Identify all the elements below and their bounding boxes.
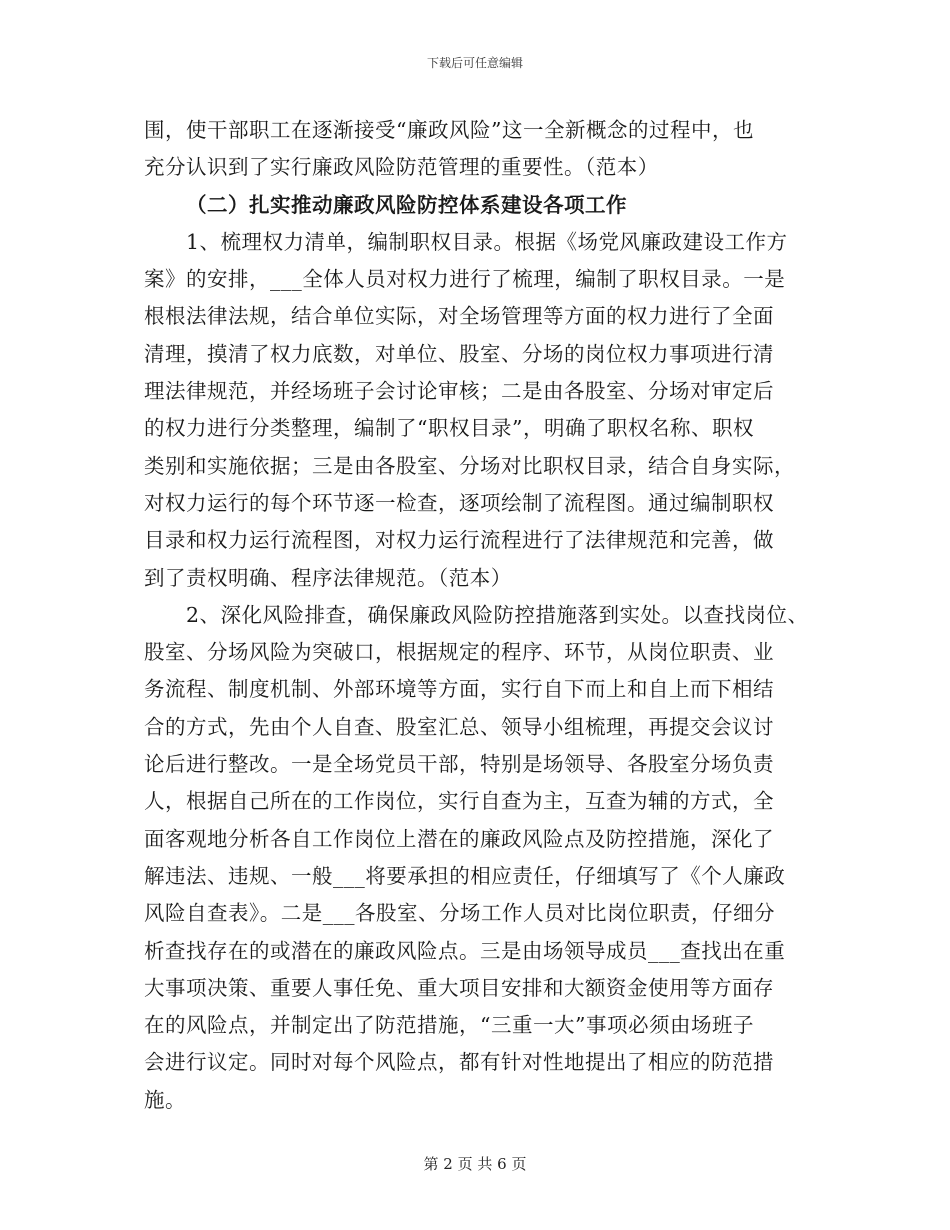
page-header: 下载后可任意编辑 bbox=[426, 56, 523, 70]
text-line: 根根法律法规，结合单位实际，对全场管理等方面的权力进行了全面 bbox=[144, 304, 774, 329]
text-line: 在的风险点，并制定出了防范措施，“三重一大”事项必须由场班子 bbox=[144, 1013, 754, 1038]
paragraph-start: 1、梳理权力清单，编制职权目录。根据《场党风廉政建设工作方 bbox=[186, 229, 788, 254]
text-line: 人，根据自己所在的工作岗位，实行自查为主，互查为辅的方式，全 bbox=[144, 789, 774, 814]
text-line: 务流程、制度机制、外部环境等方面，实行自下而上和自上而下相结 bbox=[144, 677, 774, 702]
section-heading: （二）扎实推动廉政风险防控体系建设各项工作 bbox=[186, 192, 627, 217]
text-line: 目录和权力运行流程图，对权力运行流程进行了法律规范和完善，做 bbox=[144, 528, 774, 553]
text-line: 到了责权明确、程序法律规范。（范本） bbox=[144, 565, 512, 590]
text-line: 对权力运行的每个环节逐一检查，逐项绘制了流程图。通过编制职权 bbox=[144, 490, 774, 515]
text-line: 大事项决策、重要人事任免、重大项目安排和大额资金使用等方面存 bbox=[144, 975, 774, 1000]
text-line: 围，使干部职工在逐渐接受“廉政风险”这一全新概念的过程中，也 bbox=[144, 118, 754, 142]
text-line: 充分认识到了实行廉政风险防范管理的重要性。（范本） bbox=[144, 155, 659, 180]
text-line: 风险自查表》。二是___各股室、分场工作人员对比岗位职责，仔细分 bbox=[144, 901, 775, 926]
text-line: 合的方式，先由个人自查、股室汇总、领导小组梳理，再提交会议讨 bbox=[144, 714, 774, 739]
text-line: 会进行议定。同时对每个风险点，都有针对性地提出了相应的防范措 bbox=[144, 1050, 774, 1075]
text-line: 解违法、违规、一般___将要承担的相应责任，仔细填写了《个人廉政 bbox=[144, 863, 786, 888]
text-line: 股室、分场风险为突破口，根据规定的程序、环节，从岗位职责、业 bbox=[144, 640, 774, 665]
text-line: 论后进行整改。一是全场党员干部，特别是场领导、各股室分场负责 bbox=[144, 752, 774, 777]
text-line: 案》的安排，___全体人员对权力进行了梳理，编制了职权目录。一是 bbox=[144, 267, 786, 292]
text-line: 的权力进行分类整理，编制了“职权目录”，明确了职权名称、职权 bbox=[144, 416, 754, 441]
document-body bbox=[144, 112, 824, 1119]
text-line: 清理，摸清了权力底数，对单位、股室、分场的岗位权力事项进行清 bbox=[144, 341, 774, 366]
text-line: 类别和实施依据；三是由各股室、分场对比职权目录，结合自身实际， bbox=[144, 453, 795, 478]
text-line: 理法律规范，并经场班子会讨论审核；二是由各股室、分场对审定后 bbox=[144, 379, 774, 404]
text-line: 施。 bbox=[144, 1087, 186, 1112]
text-line: 析查找存在的或潜在的廉政风险点。三是由场领导成员___查找出在重 bbox=[144, 938, 786, 963]
page-footer: 第 2 页 共 6 页 bbox=[423, 1155, 527, 1173]
paragraph-start: 2、深化风险排查，确保廉政风险防控措施落到实处。以查找岗位、 bbox=[186, 602, 809, 627]
text-line: 面客观地分析各自工作岗位上潜在的廉政风险点及防控措施，深化了 bbox=[144, 826, 774, 851]
